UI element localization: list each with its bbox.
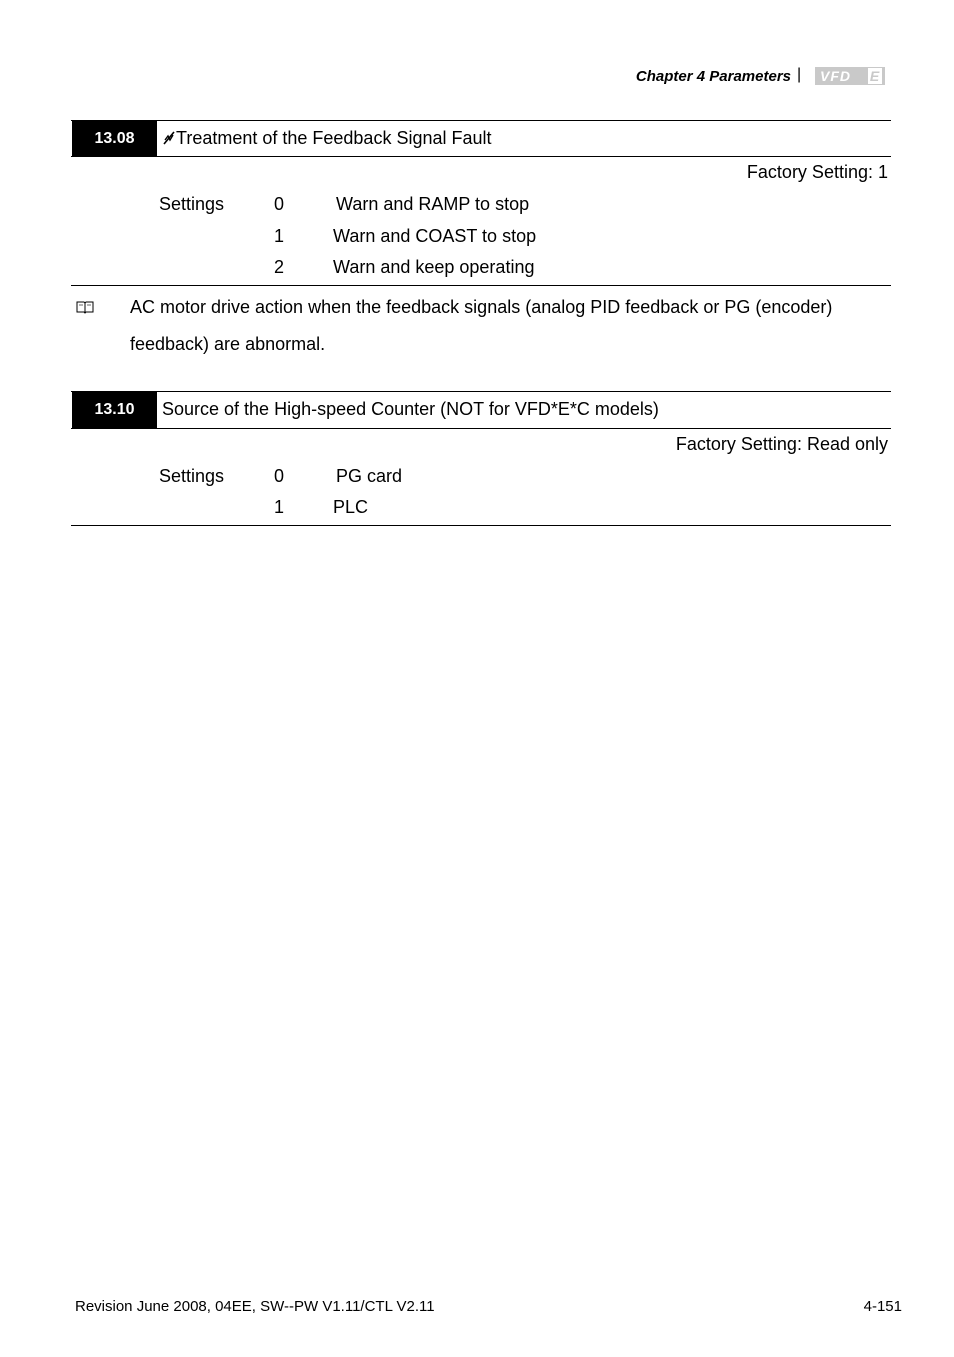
setting-desc: Warn and COAST to stop: [333, 226, 537, 246]
logo-text: VFD: [820, 68, 851, 84]
settings-label: Settings: [159, 194, 225, 214]
setting-desc: Warn and RAMP to stop: [336, 194, 530, 214]
vfd-e-logo: [815, 67, 885, 85]
factory-setting: Factory Setting: Read only: [675, 434, 888, 454]
setting-desc: PLC: [333, 497, 369, 517]
setting-desc: PG card: [336, 466, 403, 486]
page-number: 4-151: [863, 1298, 902, 1315]
param-title-text: Source of the High-speed Counter (NOT for VFD*E*C models): [162, 399, 659, 419]
revision-info: Revision June 2008, 04EE, SW--PW V1.11/CTL V2.11: [75, 1298, 435, 1315]
writable-marker-icon: [162, 129, 176, 150]
param-bottom-rule: [71, 525, 891, 526]
setting-value: 1: [274, 497, 285, 517]
settings-label: Settings: [159, 466, 225, 486]
setting-value: 2: [274, 257, 285, 277]
setting-value: 1: [274, 226, 285, 246]
factory-setting: Factory Setting: 1: [746, 162, 888, 182]
param-number: 13.10: [72, 392, 157, 428]
param-title-rule: [71, 428, 891, 429]
logo-suffix: E: [869, 68, 881, 84]
setting-desc: Warn and keep operating: [333, 257, 535, 277]
setting-value: 0: [274, 466, 285, 486]
param-title-text: Treatment of the Feedback Signal Fault: [176, 128, 492, 148]
setting-value: 0: [274, 194, 285, 214]
param-note: AC motor drive action when the feedback signals (analog PID feedback or PG (encoder) feedback) are abnormal.: [130, 297, 833, 354]
param-number: 13.08: [72, 121, 157, 156]
param-title-rule: [71, 156, 891, 157]
param-bottom-rule: [71, 285, 891, 286]
param-title: [162, 128, 492, 149]
book-icon: [76, 300, 94, 314]
param-top-rule: [71, 120, 891, 121]
chapter-title: Chapter 4 Parameters: [635, 68, 791, 85]
param-top-rule: [71, 391, 891, 392]
header-separator: |: [797, 66, 802, 83]
